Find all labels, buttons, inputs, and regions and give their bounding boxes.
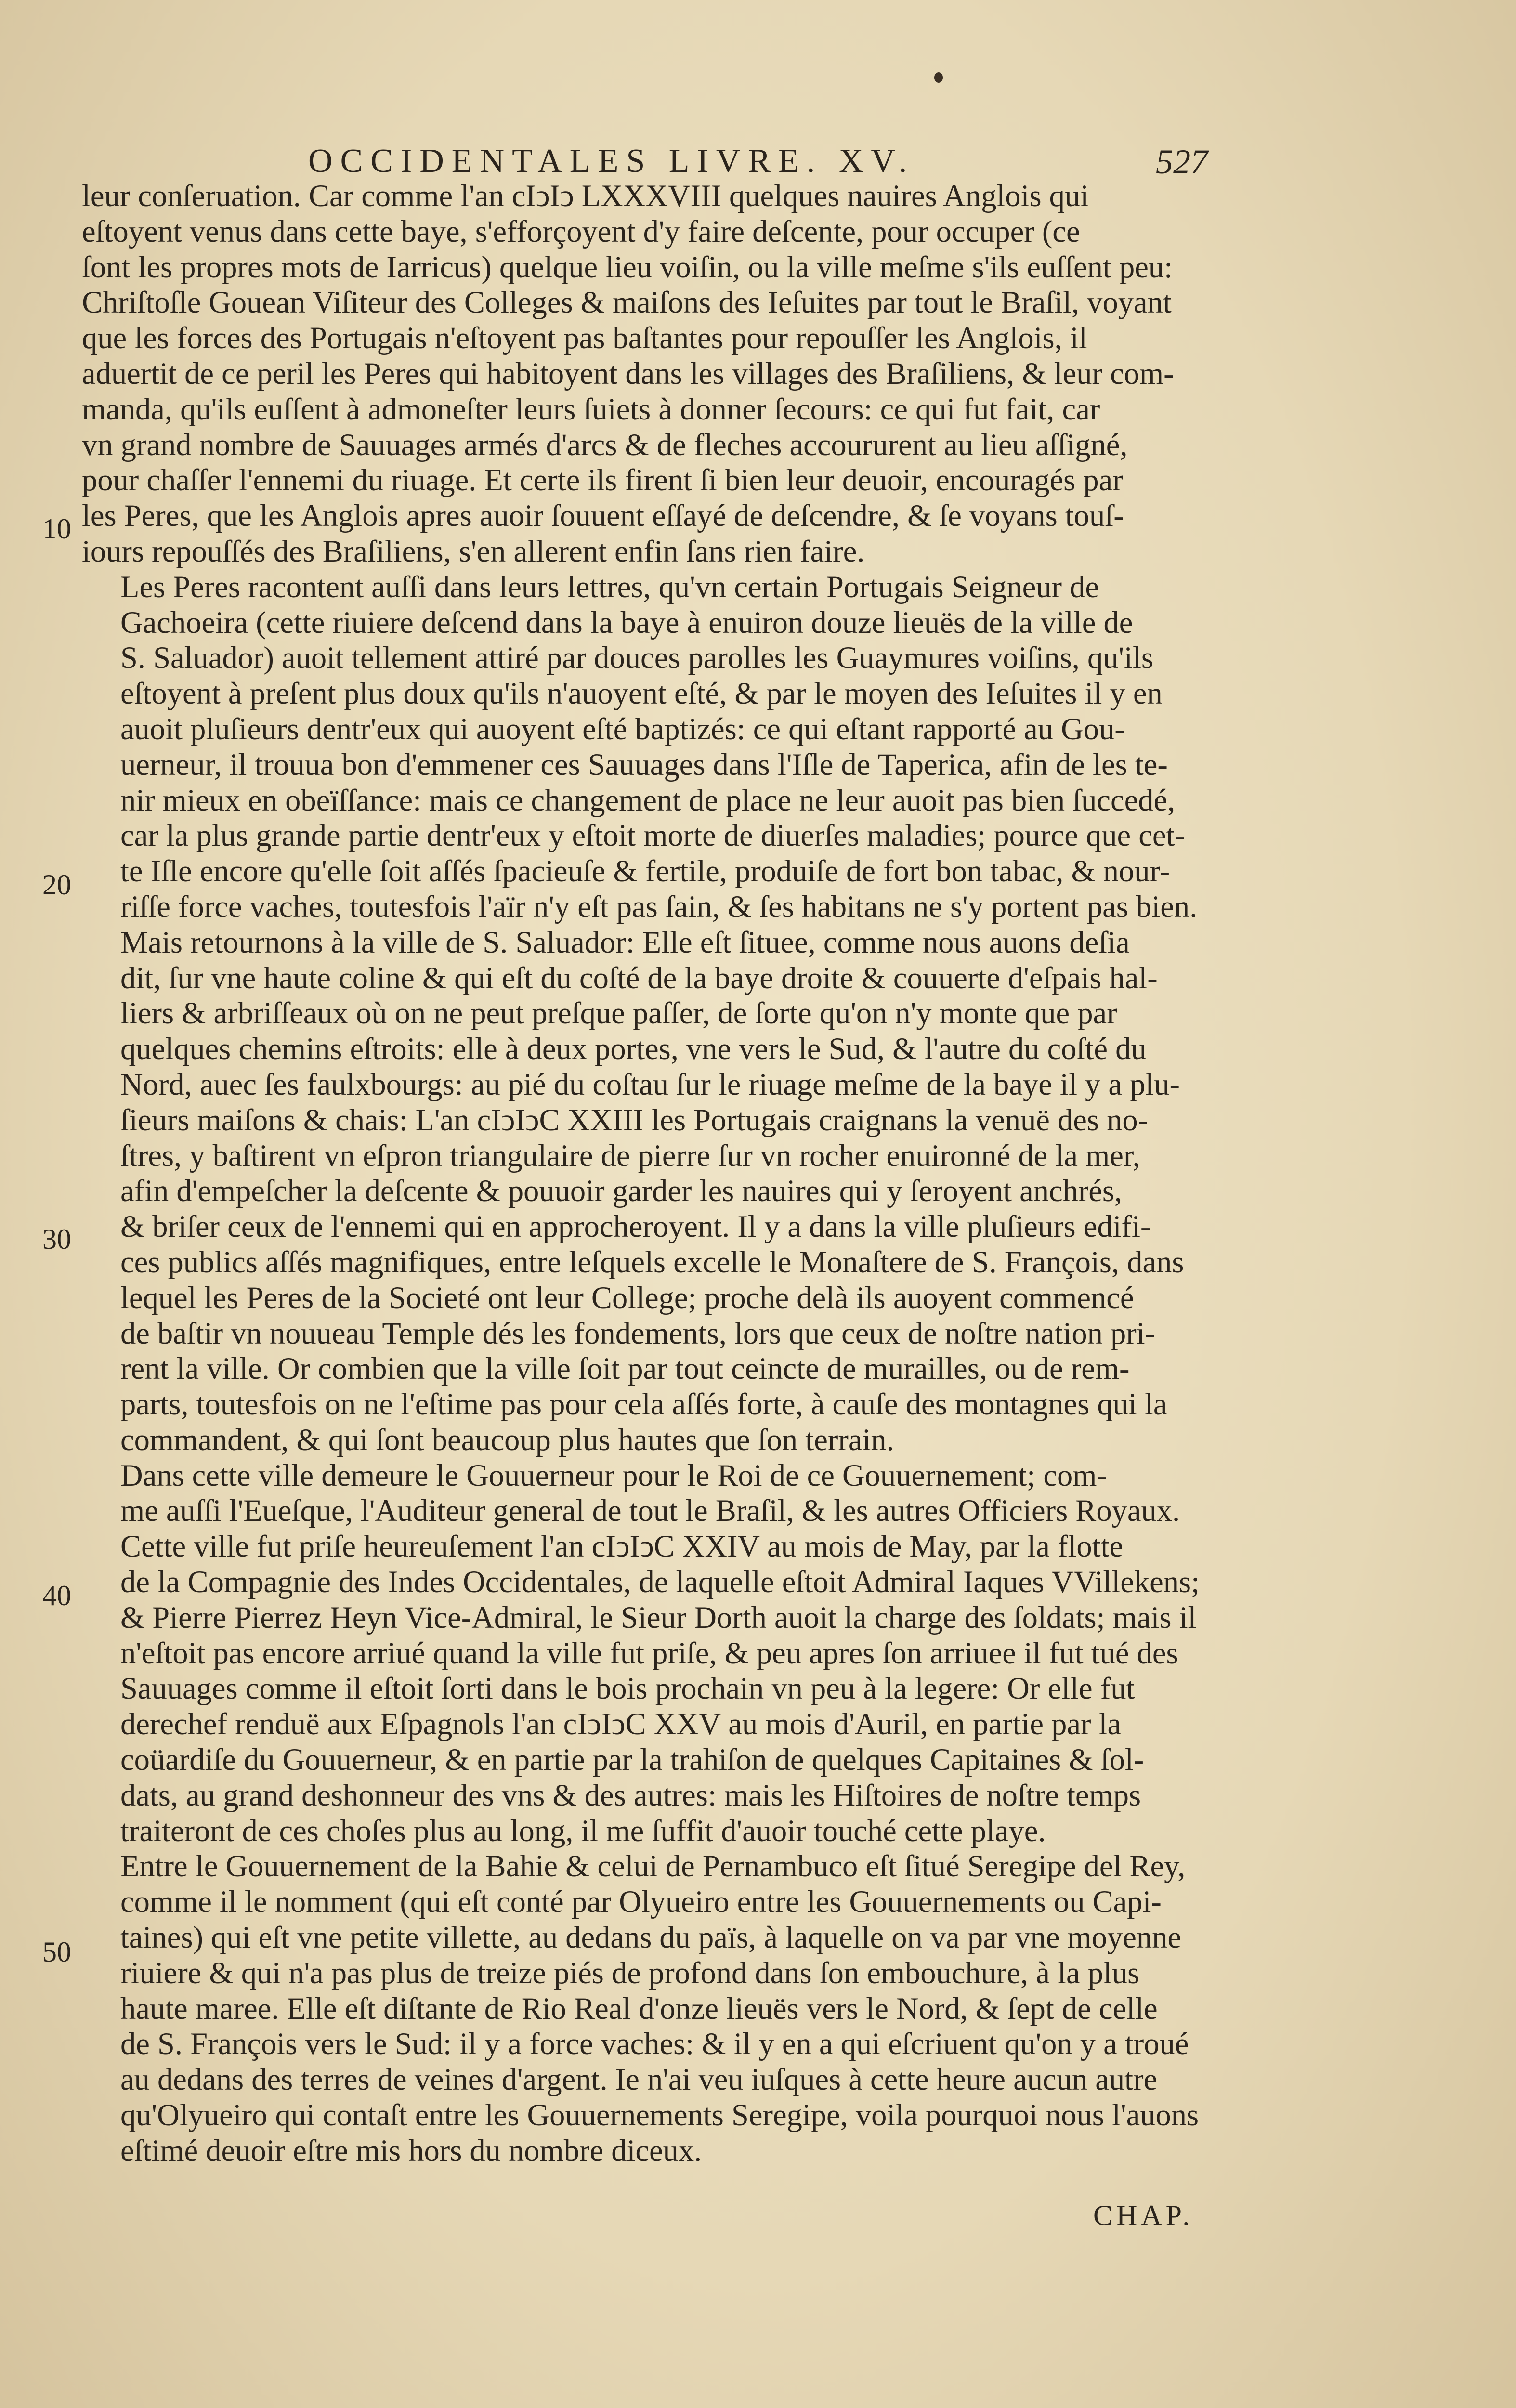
body-text (82, 178, 1218, 2169)
catchword: CHAP. (1093, 2199, 1194, 2231)
line-number: 30 (42, 1223, 71, 1255)
text-line: vn grand nombre de Sauuages armés d'arcs & de fleches accoururent au lieu aſſigné, (82, 427, 1128, 462)
text-line: coüardiſe du Gouuerneur, & en partie par la trahiſon de quelques Capitaines & ſol- (120, 1742, 1144, 1777)
text-line: Entre le Gouuernement de la Bahie & celui de Pernambuco eſt ſitué Seregipe del Rey, (120, 1849, 1186, 1884)
text-line: ces publics aſſés magnifiques, entre leſquels excelle le Monaſtere de S. François, dans (120, 1244, 1184, 1279)
text-line: iours repouſſés des Braſiliens, s'en allerent enfin ſans rien faire. (82, 534, 865, 568)
text-line: dit, ſur vne haute coline & qui eſt du coſté de la baye droite & couuerte d'eſpais hal- (120, 960, 1158, 995)
text-line: me auſſi l'Eueſque, l'Auditeur general de tout le Braſil, & les autres Officiers Royaux. (120, 1493, 1180, 1528)
line-number: 40 (42, 1580, 71, 1611)
line-number: 50 (42, 1936, 71, 1968)
paragraph (82, 569, 1218, 925)
text-line: Cette ville fut priſe heureuſement l'an cIↄIↄC XXIV au mois de May, par la flotte (120, 1529, 1124, 1564)
paragraph (82, 178, 1218, 569)
text-line: n'eſtoit pas encore arriué quand la ville fut priſe, & peu apres ſon arriuee il fut tué des (120, 1636, 1178, 1670)
text-line: quelques chemins eſtroits: elle à deux portes, vne vers le Sud, & l'autre du coſté du (120, 1032, 1147, 1066)
text-line: uerneur, il trouua bon d'emmener ces Sauuages dans l'Iſle de Taperica, afin de les te- (120, 747, 1168, 782)
text-line: Gachoeira (cette riuiere deſcend dans la baye à enuiron douze lieuës de la ville de (120, 605, 1133, 640)
paragraph (82, 1458, 1218, 1529)
text-line: & Pierre Pierrez Heyn Vice-Admiral, le Sieur Dorth auoit la charge des ſoldats; mais il (120, 1600, 1197, 1635)
text-line: afin d'empeſcher la deſcente & pouuoir garder les nauires qui y ſeroyent anchrés, (120, 1174, 1123, 1208)
paragraph (82, 925, 1218, 1458)
text-line: de baſtir vn nouueau Temple dés les fondements, lors que ceux de noſtre nation pri- (120, 1316, 1156, 1350)
text-line: ſont les propres mots de Iarricus) quelque lieu voiſin, ou la ville meſme s'ils euſſent peu: (82, 249, 1173, 284)
text-line: S. Saluador) auoit tellement attiré par douces parolles les Guaymures voiſins, qu'ils (120, 641, 1154, 675)
text-line: Chriſtoſle Gouean Viſiteur des Colleges & maiſons des Ieſuites par tout le Braſil, voyant (82, 285, 1172, 320)
text-line: Mais retournons à la ville de S. Saluador: Elle eſt ſituee, comme nous auons deſia (120, 925, 1130, 959)
text-line: parts, toutesfois on ne l'eſtime pas pour cela aſſés forte, à cauſe des montagnes qui la (120, 1387, 1167, 1422)
text-line: de la Compagnie des Indes Occidentales, de laquelle eſtoit Admiral Iaques VVillekens; (120, 1565, 1200, 1599)
text-line: commandent, & qui ſont beaucoup plus hautes que ſon terrain. (120, 1422, 894, 1457)
line-number: 10 (42, 513, 71, 545)
text-line: ſieurs maiſons & chais: L'an cIↄIↄC XXIII les Portugais craignans la venuë des no- (120, 1102, 1149, 1137)
text-line: eſtimé deuoir eſtre mis hors du nombre diceux. (120, 2133, 702, 2168)
text-line: comme il le nomment (qui eſt conté par Olyueiro entre les Gouuernements ou Capi- (120, 1885, 1162, 1919)
page-number: 527 (1156, 143, 1208, 181)
paragraph (82, 1529, 1218, 1848)
text-line: traiteront de ces choſes plus au long, il me ſuffit d'auoir touché cette playe. (120, 1813, 1046, 1848)
line-number: 20 (42, 869, 71, 901)
text-line: te Iſle encore qu'elle ſoit aſſés ſpacieuſe & fertile, produiſe de fort bon tabac, & nour- (120, 854, 1170, 889)
text-line: les Peres, que les Anglois apres auoir ſouuent eſſayé de deſcendre, & ſe voyans touſ- (82, 498, 1124, 533)
text-line: nir mieux en obeïſſance: mais ce changement de place ne leur auoit pas bien ſuccedé, (120, 783, 1176, 817)
text-line: taines) qui eſt vne petite villette, au dedans du païs, à laquelle on va par vne moyenne (120, 1920, 1182, 1955)
running-header: OCCIDENTALES LIVRE. XV. (308, 143, 915, 180)
text-line: auoit pluſieurs dentr'eux qui auoyent eſté baptizés: ce qui eſtant rapporté au Gou- (120, 711, 1125, 746)
text-line: pour chaſſer l'ennemi du riuage. Et certe ils firent ſi bien leur deuoir, encouragés par (82, 463, 1123, 497)
text-line: dats, au grand deshonneur des vns & des autres: mais les Hiſtoires de noſtre temps (120, 1778, 1141, 1812)
text-line: qu'Olyueiro qui contaſt entre les Gouuernements Seregipe, voila pourquoi nous l'auons (120, 2098, 1199, 2133)
text-line: derechef renduë aux Eſpagnols l'an cIↄIↄC XXV au mois d'Auril, en partie par la (120, 1707, 1122, 1741)
ink-spot (934, 72, 943, 83)
text-line: haute maree. Elle eſt diſtante de Rio Real d'onze lieuës vers le Nord, & ſept de celle (120, 1991, 1158, 2026)
text-line: manda, qu'ils euſſent à admoneſter leurs ſuiets à donner ſecours: ce qui fut fait, car (82, 392, 1100, 426)
text-line: eſtoyent venus dans cette baye, s'efforçoyent d'y faire deſcente, pour occuper (ce (82, 214, 1080, 249)
text-line: Les Peres racontent auſſi dans leurs lettres, qu'vn certain Portugais Seigneur de (120, 569, 1099, 604)
text-line: Dans cette ville demeure le Gouuerneur pour le Roi de ce Gouuernement; com- (120, 1458, 1107, 1492)
text-line: leur conſeruation. Car comme l'an cIↄIↄ LXXXVIII quelques nauires Anglois qui (82, 179, 1089, 213)
text-line: eſtoyent à preſent plus doux qu'ils n'auoyent eſté, & par le moyen des Ieſuites il y en (120, 676, 1163, 711)
text-line: rent la ville. Or combien que la ville ſoit par tout ceincte de murailles, ou de rem- (120, 1351, 1130, 1386)
text-line: & briſer ceux de l'ennemi qui en approcheroyent. Il y a dans la ville pluſieurs edifi- (120, 1209, 1151, 1244)
text-line: ſtres, y baſtirent vn eſpron triangulaire de pierre ſur vn rocher enuironné de la mer, (120, 1138, 1140, 1173)
text-line: liers & arbriſſeaux où on ne peut preſque paſſer, de ſorte qu'on n'y monte que par (120, 996, 1117, 1031)
text-line: au dedans des terres de veines d'argent. Ie n'ai veu iuſques à cette heure aucun autre (120, 2062, 1158, 2097)
paragraph (82, 1848, 1218, 2168)
text-line: que les forces des Portugais n'eſtoyent pas baſtantes pour repouſſer les Anglois, il (82, 321, 1087, 355)
text-line: lequel les Peres de la Societé ont leur College; proche delà ils auoyent commencé (120, 1280, 1134, 1315)
text-line: de S. François vers le Sud: il y a force vaches: & il y en a qui eſcriuent qu'on y a troué (120, 2027, 1189, 2061)
text-line: car la plus grande partie dentr'eux y eſtoit morte de diuerſes maladies; pource que cet- (120, 818, 1185, 853)
text-line: riuiere & qui n'a pas plus de treize piés de profond dans ſon embouchure, à la plus (120, 1955, 1140, 1990)
text-line: riſſe force vaches, toutesfois l'aïr n'y eſt pas ſain, & ſes habitans ne s'y portent pas bien. (120, 889, 1198, 924)
text-line: Nord, auec ſes faulxbourgs: au pié du coſtau ſur le riuage meſme de la baye il y a plu- (120, 1067, 1180, 1101)
text-line: Sauuages comme il eſtoit ſorti dans le bois prochain vn peu à la legere: Or elle fut (120, 1671, 1135, 1706)
text-line: aduertit de ce peril les Peres qui habitoyent dans les villages des Braſiliens, & leur com- (82, 356, 1174, 391)
